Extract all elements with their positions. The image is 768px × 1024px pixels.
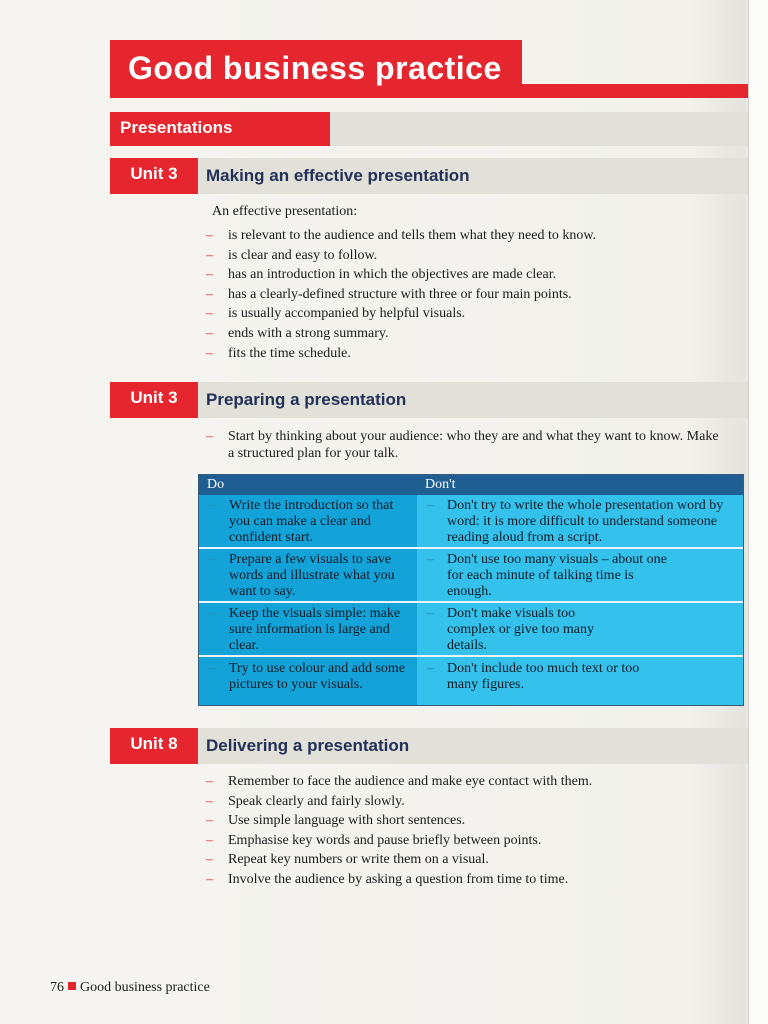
- page-edge: [748, 0, 768, 1024]
- dont-cell: – Don't include too much text or too many figures.: [427, 661, 640, 692]
- unit-badge-1: [110, 158, 198, 194]
- dash-bullet: –: [206, 345, 213, 361]
- list-item: – is clear and easy to follow.: [206, 246, 596, 266]
- dash-bullet: –: [206, 793, 213, 809]
- do-cell: – Write the introduction so that you can make a clear and confident start.: [209, 498, 394, 545]
- lead-text: An effective presentation:: [212, 204, 358, 219]
- dash-bullet: –: [206, 832, 213, 848]
- dash-bullet: –: [206, 774, 213, 789]
- do-dont-table: [198, 474, 744, 706]
- dash-bullet: –: [206, 247, 213, 263]
- dash-bullet: –: [206, 325, 213, 341]
- dont-cell: – Don't make visuals too complex or give too many details.: [427, 606, 594, 653]
- header-do: Do: [207, 477, 225, 492]
- dont-cell: – Don't try to write the whole presentation word by word: it is more difficult to understand someone reading aloud from a script.: [427, 498, 724, 545]
- list-item: – Use simple language with short sentences.: [206, 811, 592, 831]
- bullet-list-3: [206, 772, 592, 890]
- list-item: – Start by thinking about your audience: who they are and what they want to know. Make a structured plan for your talk.: [206, 429, 719, 461]
- table-row: [199, 495, 743, 549]
- title-rule: [522, 84, 748, 98]
- table-header: [199, 475, 743, 495]
- do-cell: – Keep the visuals simple: make sure information is large and clear.: [209, 606, 401, 653]
- list-item: – has an introduction in which the objectives are made clear.: [206, 265, 596, 285]
- list-item: – fits the time schedule.: [206, 344, 596, 364]
- list-item: – Involve the audience by asking a question from time to time.: [206, 870, 592, 890]
- list-item: – Emphasise key words and pause briefly between points.: [206, 831, 592, 851]
- section-heading-1: Making an effective presentation: [206, 166, 470, 185]
- table-row: [199, 657, 743, 705]
- unit-badge-2: [110, 382, 198, 418]
- list-item: – Remember to face the audience and make eye contact with them.: [206, 772, 592, 792]
- do-cell: – Try to use colour and add some pictures to your visuals.: [209, 661, 406, 692]
- unit-badge-3: [110, 728, 198, 764]
- unit-label: Unit 3: [130, 164, 178, 183]
- page-number: 76: [50, 980, 64, 995]
- section-heading-3: Delivering a presentation: [206, 736, 410, 755]
- dash-bullet: –: [206, 306, 213, 322]
- red-square-icon: [68, 982, 76, 990]
- dash-bullet: –: [206, 228, 213, 243]
- page-footer: [50, 980, 210, 996]
- list-item: – is usually accompanied by helpful visuals.: [206, 304, 596, 324]
- dash-bullet: –: [206, 852, 213, 868]
- table-row: [199, 603, 743, 657]
- table-row: [199, 549, 743, 603]
- list-item: – ends with a strong summary.: [206, 324, 596, 344]
- dash-bullet: –: [206, 286, 213, 302]
- header-dont: Don't: [425, 477, 456, 492]
- dont-cell: – Don't use too many visuals – about one for each minute of talking time is enough.: [427, 552, 667, 599]
- list-item: – is relevant to the audience and tells them what they need to know.: [206, 226, 596, 246]
- dash-bullet: –: [206, 429, 213, 444]
- section-label: Presentations: [120, 118, 233, 137]
- unit-label: Unit 3: [130, 388, 178, 407]
- bullet-list-2: [206, 428, 726, 462]
- dash-bullet: –: [206, 267, 213, 283]
- unit-label: Unit 8: [130, 734, 178, 753]
- list-item: – Speak clearly and fairly slowly.: [206, 792, 592, 812]
- page-title: Good business practice: [128, 50, 502, 86]
- section-heading-2: Preparing a presentation: [206, 390, 407, 409]
- dash-bullet: –: [206, 813, 213, 829]
- dash-bullet: –: [206, 871, 213, 887]
- footer-text: Good business practice: [80, 980, 210, 995]
- bullet-list-1: [206, 226, 596, 363]
- do-cell: – Prepare a few visuals to save words and illustrate what you want to say.: [209, 552, 395, 599]
- section-band: [330, 112, 748, 146]
- list-item: – Repeat key numbers or write them on a visual.: [206, 850, 592, 870]
- list-item: – has a clearly-defined structure with three or four main points.: [206, 285, 596, 305]
